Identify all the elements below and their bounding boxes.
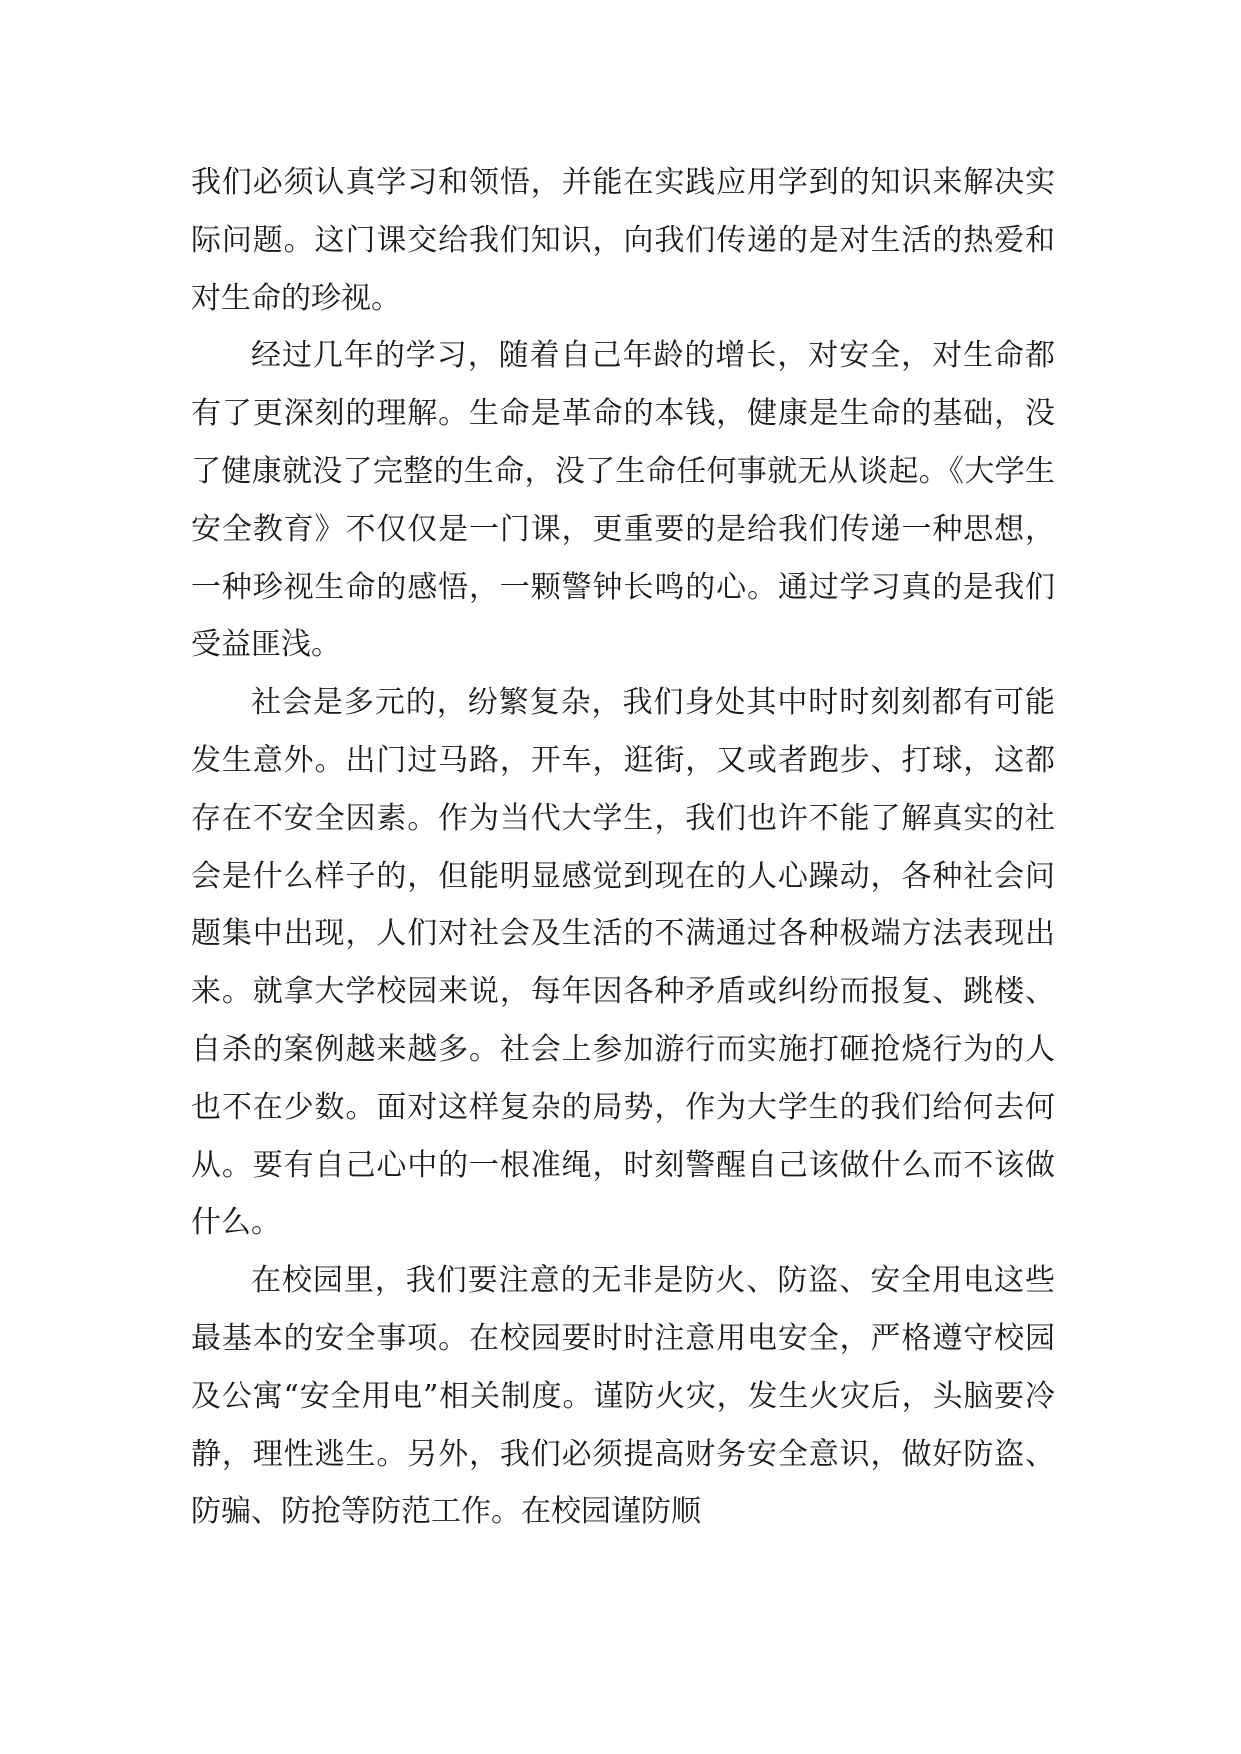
paragraph-1: 我们必须认真学习和领悟，并能在实践应用学到的知识来解决实际问题。这门课交给我们知识，向我们传递的是对生活的热爱和对生命的珍视。 (191, 165, 1055, 316)
document-body (191, 154, 1055, 1541)
paragraph-3: 社会是多元的，纷繁复杂，我们身处其中时时刻刻都有可能发生意外。出门过马路，开车，逛街，又或者跑步、打球，这都存在不安全因素。作为当代大学生，我们也许不能了解真实的社会是什么样子的，但能明显感觉到现在的人心躁动，各种社会问题集中出现，人们对社会及生活的不满通过各种极端方法表现出来。就拿大学校园来说，每年因各种矛盾或纠纷而报复、跳楼、自杀的案例越来越多。社会上参加游行而实施打砸抢烧行为的人也不在少数。面对这样复杂的局势，作为大学生的我们给何去何从。要有自己心中的一根准绳，时刻警醒自己该做什么而不该做什么。 (191, 685, 1055, 1241)
paragraph-2: 经过几年的学习，随着自己年龄的增长，对安全，对生命都有了更深刻的理解。生命是革命的本钱，健康是生命的基础，没了健康就没了完整的生命，没了生命任何事就无从谈起。《大学生安全教育》不仅仅是一门课，更重要的是给我们传递一种思想，一种珍视生命的感悟，一颗警钟长鸣的心。通过学习真的是我们受益匪浅。 (191, 338, 1055, 663)
paragraph-4: 在校园里，我们要注意的无非是防火、防盗、安全用电这些最基本的安全事项。在校园要时时注意用电安全，严格遵守校园及公寓“安全用电”相关制度。谨防火灾，发生火灾后，头脑要冷静，理性逃生。另外，我们必须提高财务安全意识，做好防盗、防骗、防抢等防范工作。在校园谨防顺 (191, 1263, 1055, 1530)
